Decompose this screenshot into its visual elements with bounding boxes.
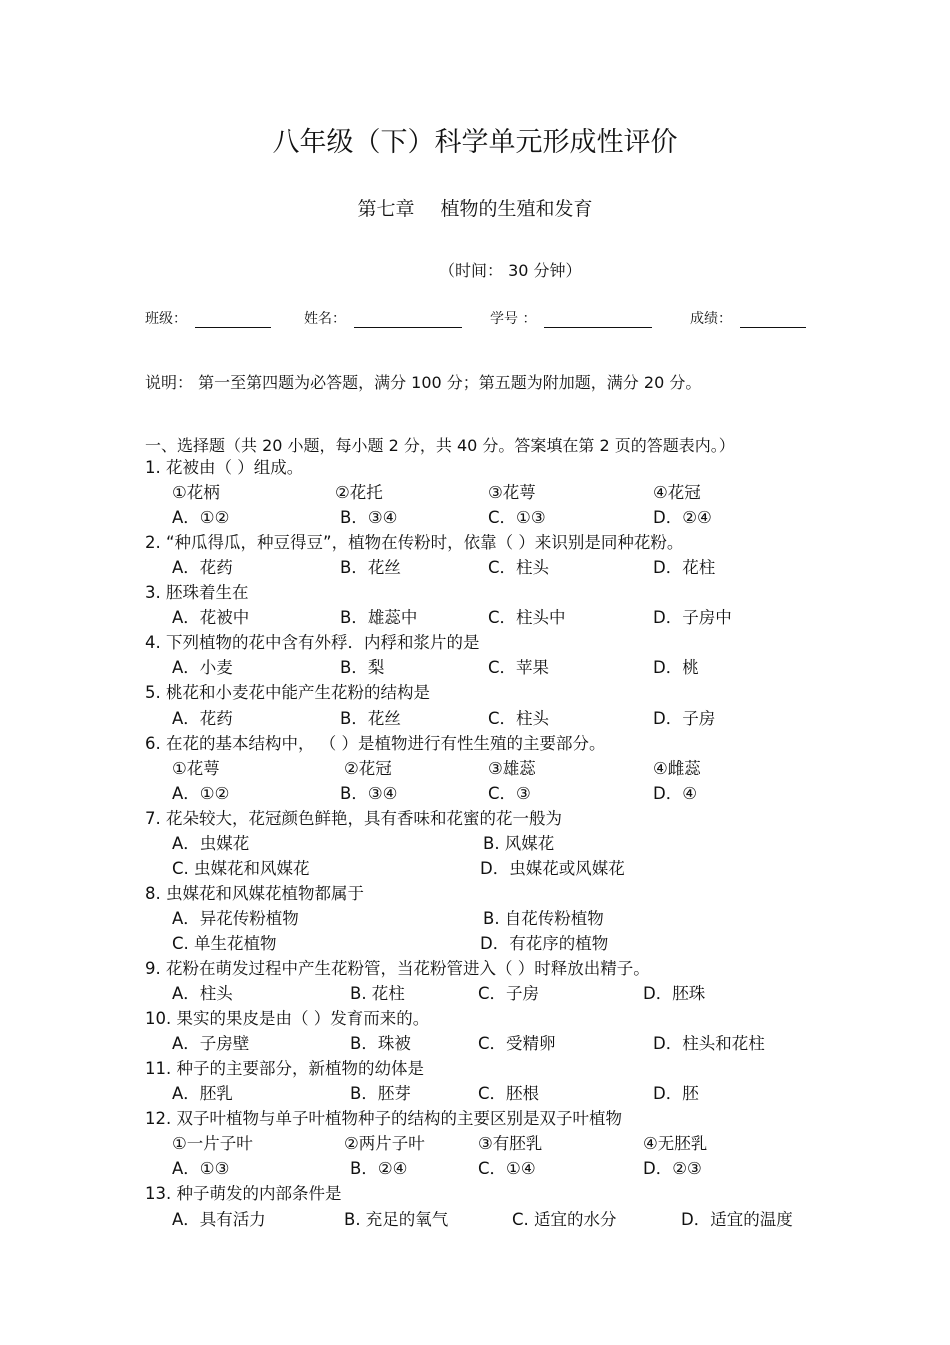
answer-option: A．具有活力	[172, 1209, 266, 1229]
statement-item: ④花冠	[653, 483, 701, 503]
answer-option: D．适宜的温度	[681, 1209, 793, 1229]
answer-option: C. 适宜的水分	[512, 1209, 617, 1229]
answer-option: B．③④	[340, 783, 398, 803]
answer-option: C．子房	[478, 984, 540, 1004]
student-id-field	[490, 308, 652, 328]
question-stem: 13. 种子萌发的内部条件是	[145, 1184, 342, 1204]
answer-option: C．①④	[478, 1159, 536, 1179]
score-blank[interactable]	[740, 311, 806, 328]
answer-option: B．珠被	[350, 1034, 411, 1054]
page-title: 八年级（下）科学单元形成性评价	[272, 127, 678, 158]
answer-option: B．花丝	[340, 708, 401, 728]
answer-option: A．花药	[172, 558, 233, 578]
score-label: 成绩：	[690, 311, 732, 327]
question-stem: 3. 胚珠着生在	[145, 583, 249, 603]
statement-item: ③雄蕊	[488, 758, 536, 778]
time-limit: （时间： 30 分钟）	[439, 261, 582, 280]
question-stem: 5. 桃花和小麦花中能产生花粉的结构是	[145, 683, 430, 703]
class-blank[interactable]	[195, 311, 271, 328]
answer-option: A．①②	[172, 508, 230, 528]
answer-option: B．雄蕊中	[340, 608, 418, 628]
answer-option: A．花被中	[172, 608, 250, 628]
question-stem: 10. 果实的果皮是由（ ）发育而来的。	[145, 1009, 430, 1029]
chapter-number: 第七章	[357, 198, 415, 220]
name-field	[304, 308, 462, 328]
answer-option: C．苹果	[488, 658, 550, 678]
statement-item: ③有胚乳	[478, 1134, 543, 1154]
chapter-heading	[0, 194, 950, 221]
statement-item: ②花托	[335, 483, 383, 503]
score-field	[690, 308, 806, 328]
answer-option: B．花丝	[340, 558, 401, 578]
instructions-note: 说明： 第一至第四题为必答题，满分 100 分；第五题为附加题，满分 20 分。	[145, 373, 702, 392]
answer-option: D．桃	[653, 658, 699, 678]
chapter-title: 植物的生殖和发育	[440, 198, 593, 220]
question-stem: 12. 双子叶植物与单子叶植物种子的结构的主要区别是双子叶植物	[145, 1109, 622, 1129]
answer-option: C．③	[488, 783, 531, 803]
student-id-blank[interactable]	[544, 311, 652, 328]
statement-item: ①花柄	[172, 483, 220, 503]
answer-option: A．小麦	[172, 658, 233, 678]
question-stem: 7. 花朵较大，花冠颜色鲜艳，具有香味和花蜜的花一般为	[145, 808, 562, 828]
section-heading-choice: 一、选择题（共 20 小题，每小题 2 分，共 40 分。答案填在第 2 页的答题表内。）	[145, 436, 735, 455]
name-blank[interactable]	[354, 311, 462, 328]
answer-option: D．花柱	[653, 558, 716, 578]
answer-option: A．虫媒花	[172, 833, 250, 853]
answer-option: D．子房中	[653, 608, 732, 628]
answer-option: C．柱头	[488, 558, 550, 578]
answer-option: C．柱头	[488, 708, 550, 728]
question-stem: 8. 虫媒花和风媒花植物都属于	[145, 883, 364, 903]
question-stem: 11. 种子的主要部分，新植物的幼体是	[145, 1059, 424, 1079]
statement-item: ①花萼	[172, 758, 220, 778]
statement-item: ①一片子叶	[172, 1134, 253, 1154]
answer-option: D．②③	[643, 1159, 702, 1179]
answer-option: B. 花柱	[350, 984, 405, 1004]
answer-option: C. 单生花植物	[172, 933, 277, 953]
answer-option: D．柱头和花柱	[653, 1034, 765, 1054]
answer-option: D．④	[653, 783, 697, 803]
question-stem: 6. 在花的基本结构中， （ ）是植物进行有性生殖的主要部分。	[145, 733, 606, 753]
answer-option: B．②④	[350, 1159, 408, 1179]
answer-option: C．①③	[488, 508, 546, 528]
answer-option: D．胚	[653, 1084, 699, 1104]
answer-option: A．①③	[172, 1159, 230, 1179]
name-label: 姓名：	[304, 311, 346, 327]
answer-option: D．胚珠	[643, 984, 706, 1004]
answer-option: D．子房	[653, 708, 716, 728]
question-stem: 4. 下列植物的花中含有外稃．内稃和浆片的是	[145, 633, 480, 653]
class-field	[145, 308, 271, 328]
class-label: 班级：	[145, 311, 187, 327]
student-id-label: 学号 ：	[490, 311, 537, 327]
answer-option: B. 风媒花	[483, 833, 555, 853]
statement-item: ④雌蕊	[653, 758, 701, 778]
question-stem: 1. 花被由（ ）组成。	[145, 458, 304, 477]
answer-option: B. 自花传粉植物	[483, 908, 604, 928]
answer-option: D．虫媒花或风媒花	[480, 858, 625, 878]
answer-option: B．梨	[340, 658, 385, 678]
statement-item: ④无胚乳	[643, 1134, 708, 1154]
answer-option: C．柱头中	[488, 608, 566, 628]
answer-option: D．②④	[653, 508, 712, 528]
statement-item: ②两片子叶	[344, 1134, 425, 1154]
statement-item: ②花冠	[344, 758, 392, 778]
answer-option: D．有花序的植物	[480, 933, 609, 953]
question-stem: 9. 花粉在萌发过程中产生花粉管，当花粉管进入（ ）时释放出精子。	[145, 959, 650, 978]
answer-option: B．胚芽	[350, 1084, 411, 1104]
answer-option: B. 充足的氧气	[344, 1209, 449, 1229]
answer-option: A．柱头	[172, 984, 233, 1004]
statement-item: ③花萼	[488, 483, 536, 503]
answer-option: A．子房壁	[172, 1034, 250, 1054]
answer-option: C. 虫媒花和风媒花	[172, 858, 310, 878]
answer-option: B．③④	[340, 508, 398, 528]
question-stem: 2. “种瓜得瓜，种豆得豆”，植物在传粉时，依靠（ ）来识别是同种花粉。	[145, 533, 684, 553]
answer-option: A．花药	[172, 708, 233, 728]
answer-option: A．异花传粉植物	[172, 908, 299, 928]
answer-option: A．①②	[172, 783, 230, 803]
answer-option: C．受精卵	[478, 1034, 556, 1054]
answer-option: C．胚根	[478, 1084, 540, 1104]
answer-option: A．胚乳	[172, 1084, 233, 1104]
